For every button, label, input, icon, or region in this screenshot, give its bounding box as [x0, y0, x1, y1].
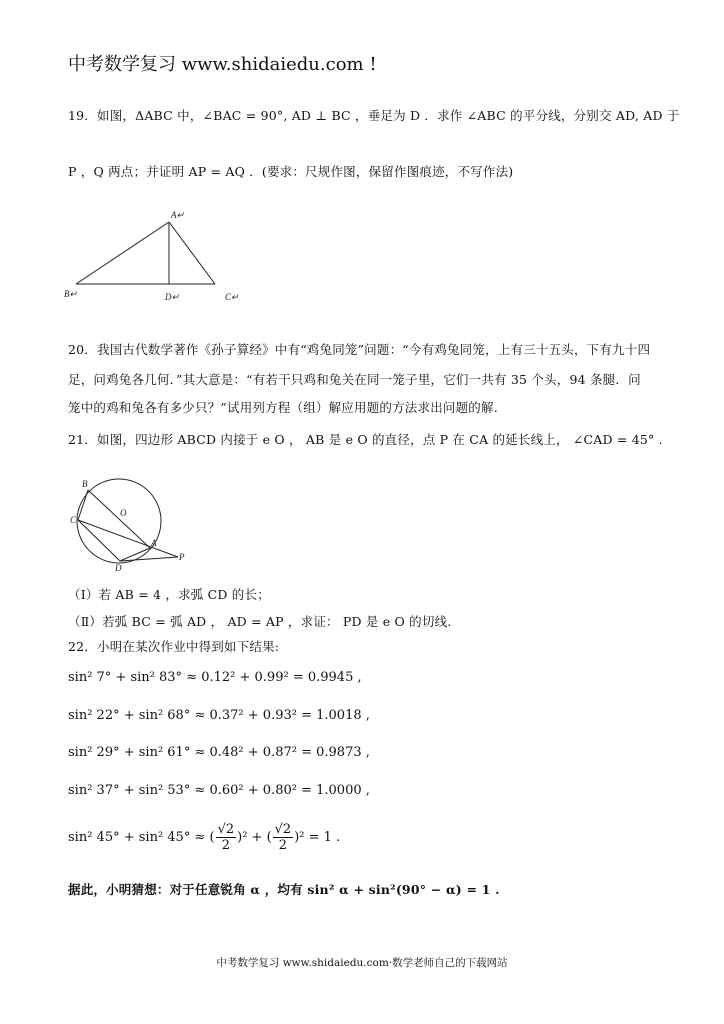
page-header-title: 中考数学复习 www.shidaiedu.com !	[68, 54, 377, 75]
q21-part2: （Ⅱ）若弧 BC = 弧 AD ， AD = AP ，求证： PD 是 e O 的切线.	[68, 614, 452, 629]
q19-line2: P ，Q 两点；并证明 AP = AQ ．(要求：尺规作图，保留作图痕迹，不写作法)	[68, 164, 514, 179]
page-footer: 中考数学复习 www.shidaiedu.com·数学老师自己的下载网站	[216, 957, 508, 969]
q21-line1: 21．如图，四边形 ABCD 内接于 e O ， AB 是 e O 的直径，点 P 在 CA 的延长线上， ∠CAD = 45° .	[68, 432, 663, 447]
q19-label-b: B↵	[64, 289, 78, 299]
q22-eq5-right: )² = 1 .	[294, 830, 341, 845]
q21-chord-bc	[78, 490, 88, 520]
q20-line3: 笼中的鸡和兔各有多少只？”试用列方程（组）解应用题的方法求出问题的解.	[68, 400, 498, 415]
q20-line2: 足，问鸡兔各几何．”其大意是：“有若干只鸡和兔关在同一笼子里，它们一共有 35 个头，94 条腿．问	[68, 372, 641, 387]
q22-eq2: sin² 22° + sin² 68° ≈ 0.37² + 0.93² = 1.0018 ,	[68, 708, 370, 723]
q21-label-b: B	[82, 479, 88, 489]
q21-label-p: P	[179, 552, 185, 562]
q22-intro: 22．小明在某次作业中得到如下结果:	[68, 639, 280, 654]
q22-eq5-frac1: $\frac{√2}{2}$	[217, 822, 235, 853]
q21-part1: （Ⅰ）若 AB = 4 ，求弧 CD 的长；	[68, 587, 270, 602]
q22-eq5	[68, 822, 340, 853]
q21-label-a: A	[151, 538, 157, 548]
q19-label-a: A↵	[171, 210, 185, 220]
q19-label-d: D↵	[165, 292, 180, 302]
q21-chord-cd	[78, 520, 120, 561]
q19-label-c: C↵	[225, 292, 239, 302]
q21-label-c: C	[70, 515, 77, 525]
q21-label-o: O	[120, 508, 127, 518]
q22-conclusion: 据此，小明猜想：对于任意锐角 α ，均有 sin² α + sin²(90° − α) = 1 .	[68, 882, 500, 897]
q21-line-cp	[78, 520, 178, 557]
q20-line1: 20．我国古代数学著作《孙子算经》中有“鸡兔同笼”问题：“今有鸡兔同笼，上有三十五头，下有九十四	[68, 342, 651, 357]
q22-eq3: sin² 29° + sin² 61° ≈ 0.48² + 0.87² = 0.9873 ,	[68, 745, 370, 760]
q19-line1: 19．如图，ΔABC 中，∠BAC = 90°, AD ⊥ BC ，垂足为 D ．求作 ∠ABC 的平分线，分别交 AD, AD 于	[68, 108, 680, 123]
q22-eq1: sin² 7° + sin² 83° ≈ 0.12² + 0.99² = 0.9945 ,	[68, 670, 362, 685]
q22-eq5-mid: )² + (	[237, 830, 272, 845]
q21-label-d: D	[115, 563, 122, 573]
q22-eq5-left: sin² 45° + sin² 45° ≈ (	[68, 830, 215, 845]
q22-eq4: sin² 37° + sin² 53° ≈ 0.60² + 0.80² = 1.0000 ,	[68, 783, 370, 798]
q22-eq5-frac2: $\frac{√2}{2}$	[274, 822, 292, 853]
